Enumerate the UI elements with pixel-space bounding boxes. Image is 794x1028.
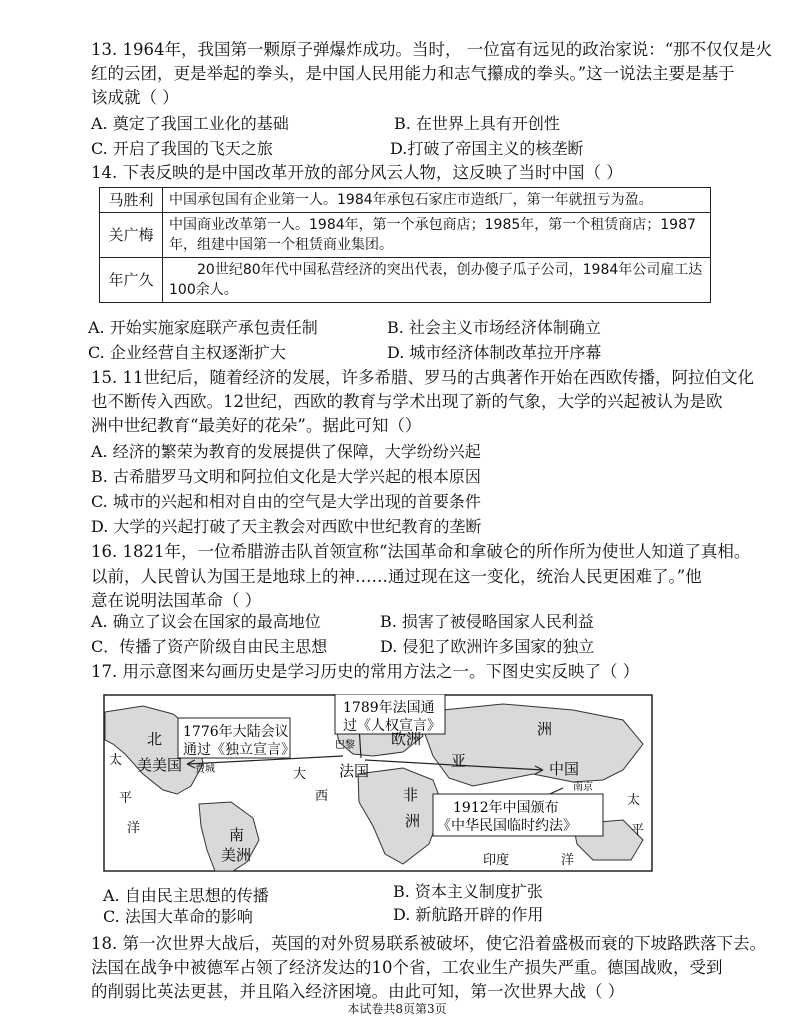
label-nan: 南 — [229, 826, 245, 844]
q13-option-b: B. 在世界上具有开创性 — [394, 114, 560, 133]
q16-stem-line2: 以前，人民曾认为国王是地球上的神……通过现在这一变化，统治人民更困难了。”他 — [91, 567, 702, 586]
person-desc: 中国商业改革第一人。1984年，第一个承包商店；1985年，第一个租赁商店；1987年，组建中国第一个租赁商业集团。 — [163, 213, 711, 258]
box-1789-line2: 过《人权宣言》 — [343, 718, 441, 734]
box-1912-line2: 《中华民国临时约法》 — [437, 818, 577, 834]
label-tai: 太 — [109, 753, 123, 768]
label-yang2: 洋 — [561, 853, 575, 868]
box-1776-line1: 1776年大陆会议 — [183, 724, 289, 740]
label-tai2: 太 — [627, 793, 641, 808]
q13-stem-line3: 该成就（ ） — [91, 88, 179, 107]
table-row — [100, 258, 711, 303]
q13-stem-line2: 红的云团，更是举起的拳头，是中国人民用能力和志气攥成的拳头。”这一说法主要是基于 — [91, 64, 735, 83]
label-meizhou: 美洲 — [221, 846, 252, 864]
table-row — [100, 188, 711, 213]
q14-table — [99, 187, 711, 303]
q17-option-c: C. 法国大革命的影响 — [103, 907, 253, 926]
page-footer: 本试卷共8页第3页 — [347, 1002, 447, 1016]
q18-stem-line3: 的削弱比英法更甚，并且陷入经济困境。由此可知，第一次世界大战（ ） — [91, 982, 625, 1001]
q16-stem-line1: 16. 1821年，一位希腊游击队首领宣称“法国革命和拿破仑的所作所为使世人知道了真相。 — [91, 542, 751, 561]
box-1776-line2: 通过《独立宣言》 — [183, 742, 295, 758]
q16-option-d: D. 侵犯了欧洲许多国家的独立 — [380, 637, 595, 656]
q14-option-a: A. 开始实施家庭联产承包责任制 — [88, 318, 318, 337]
label-bei: 北 — [147, 730, 163, 748]
person-desc: 20世纪80年代中国私营经济的突出代表，创办傻子瓜子公司，1984年公司雇工达100余人。 — [163, 258, 711, 303]
q13-option-a: A. 奠定了我国工业化的基础 — [91, 114, 289, 133]
q17-option-a: A. 自由民主思想的传播 — [103, 886, 269, 905]
q17-option-b: B. 资本主义制度扩张 — [393, 882, 543, 901]
q18-stem-line1: 18. 第一次世界大战后，英国的对外贸易联系被破坏，使它沿着盛极而衰的下坡路跌落下去。 — [91, 934, 766, 953]
label-ping2: 平 — [631, 823, 645, 838]
label-zhongguo: 中国 — [549, 760, 580, 778]
q13-stem-line1: 13. 1964年，我国第一颗原子弹爆炸成功。当时， 一位富有远见的政治家说：“那不仅仅是火 — [91, 40, 773, 59]
label-fei: 非 — [403, 786, 419, 804]
q16-stem-line3: 意在说明法国革命（ ） — [91, 591, 262, 610]
q14-option-b: B. 社会主义市场经济体制确立 — [387, 318, 601, 337]
q14-option-d: D. 城市经济体制改革拉开序幕 — [387, 343, 602, 362]
q18-stem-line2: 法国在战争中被德军占领了经济发达的10个省，工农业生产损失严重。德国战败，受到 — [91, 958, 723, 977]
q15-option-d: D. 大学的兴起打破了天主教会对西欧中世纪教育的垄断 — [91, 517, 482, 536]
label-feicheng: 费城 — [195, 764, 215, 775]
world-map-figure — [103, 694, 653, 872]
q16-option-a: A. 确立了议会在国家的最高地位 — [91, 612, 321, 631]
label-fei-zhou: 洲 — [405, 812, 421, 830]
q16-option-b: B. 损害了被侵略国家人民利益 — [380, 612, 594, 631]
person-name: 马胜利 — [100, 188, 163, 213]
q15-option-a: A. 经济的繁荣为教育的发展提供了保障，大学纷纷兴起 — [91, 442, 481, 461]
label-bali: 巴黎 — [335, 740, 355, 751]
label-yang: 洋 — [127, 821, 141, 836]
q13-option-d: D.打破了帝国主义的核垄断 — [390, 139, 584, 158]
label-yindu: 印度 — [483, 853, 510, 868]
q13-option-c: C. 开启了我国的飞天之旅 — [91, 139, 273, 158]
q17-stem-line1: 17. 用示意图来勾画历史是学习历史的常用方法之一。下图史实反映了（ ） — [91, 662, 640, 681]
table-row — [100, 213, 711, 258]
label-ping: 平 — [119, 791, 133, 806]
label-zhou-ne: 洲 — [537, 720, 553, 738]
label-faguo: 法国 — [339, 762, 370, 780]
q15-option-b: B. 古希腊罗马文明和阿拉伯文化是大学兴起的根本原因 — [91, 467, 481, 486]
label-nanjing: 南京 — [573, 782, 593, 793]
q16-option-c: C．传播了资产阶级自由民主思想 — [91, 637, 328, 656]
q15-stem-line2: 也不断传入西欧。12世纪，西欧的教育与学术出现了新的气象，大学的兴起被认为是欧 — [91, 392, 723, 411]
person-desc: 中国承包国有企业第一人。1984年承包石家庄市造纸厂，第一年就扭亏为盈。 — [163, 188, 711, 213]
box-1912-line1: 1912年中国颁布 — [453, 800, 559, 816]
label-da: 大 — [293, 767, 307, 782]
q17-option-d: D. 新航路开辟的作用 — [393, 905, 544, 924]
person-name: 年广久 — [100, 258, 163, 303]
label-ya: 亚 — [451, 752, 467, 770]
q14-option-c: C. 企业经营自主权逐渐扩大 — [88, 343, 286, 362]
box-1789-line1: 1789年法国通 — [343, 700, 435, 716]
q15-stem-line1: 15. 11世纪后，随着经济的发展，许多希腊、罗马的古典著作开始在西欧传播，阿拉伯文化 — [91, 368, 754, 387]
q15-option-c: C. 城市的兴起和相对自由的空气是大学出现的首要条件 — [91, 492, 481, 511]
label-meiguo: 美美国 — [137, 756, 183, 774]
label-ouzhou: 欧洲 — [391, 730, 422, 748]
person-name: 关广梅 — [100, 213, 163, 258]
label-xi: 西 — [315, 789, 329, 804]
q14-stem-line1: 14. 下表反映的是中国改革开放的部分风云人物，这反映了当时中国（ ） — [91, 163, 623, 182]
q15-stem-line3: 洲中世纪教育“最美好的花朵”。据此可知（） — [91, 416, 422, 435]
